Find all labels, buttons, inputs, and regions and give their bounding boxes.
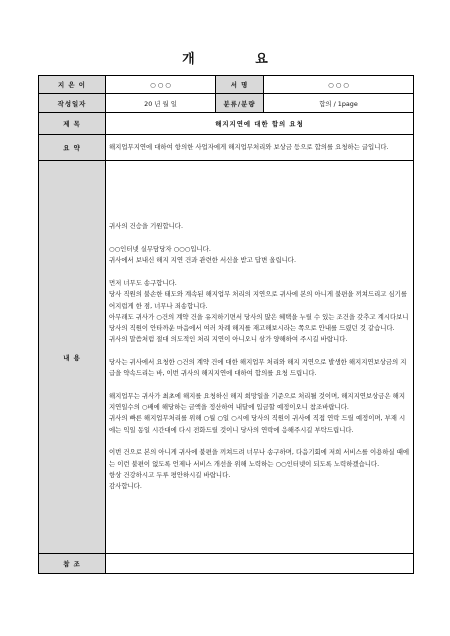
subject-value: 해지지연에 대한 합의 요청 xyxy=(106,113,414,135)
author-row xyxy=(39,76,414,94)
summary-text: 해지업무지연에 대하여 항의한 사업자에게 해지업무처리와 보상금 등으로 합의를 요청하는 글입니다. xyxy=(106,135,414,161)
author-value: ○ ○ ○ xyxy=(106,76,216,94)
reference-value xyxy=(106,554,414,574)
date-value: 20 년 월 일 xyxy=(106,94,216,113)
summary-form-table xyxy=(38,75,414,574)
content-body xyxy=(106,161,414,554)
page-title: 개 요 xyxy=(182,52,296,67)
content-paragraph: 해지업무는 귀사가 최초에 해지를 요청하신 해지 희망일을 기준으로 처리될 것이며, 해지지연보상금은 해지지연일수의 ○배에 해당하는 금액을 정산하여 내달에 입금할 예정이오니 참조바랍니다. xyxy=(109,391,406,412)
summary-label: 요 약 xyxy=(39,135,106,161)
content-paragraph: 귀사의 말씀처럼 절대 의도적인 처리 지연이 아니오니 삼가 양해하여 주시길 바랍니다. xyxy=(109,335,348,344)
content-paragraph: 당사 직원의 불손한 태도와 계속된 해지업무 처리의 지연으로 귀사에 본의 아니게 불편을 끼쳐드리고 심기를 어지럽게 한 점, 너무나 죄송합니다. xyxy=(109,290,408,310)
signature-value: ○ ○ ○ xyxy=(264,76,414,94)
content-row xyxy=(39,161,414,554)
date-label: 작성일자 xyxy=(39,94,106,113)
paragraph-gap xyxy=(109,346,410,357)
content-paragraph: 아무래도 귀사가 ○건의 계약 건을 유지하기면서 당사의 많은 혜택을 누릴 수 있는 조건을 갖추고 계시다보니 당사의 직원이 안타까운 마음에서 여러 차례 해지를 재고해보시라는 쪽으로 안내를 드렸던 것 같습니다. xyxy=(109,312,409,333)
content-paragraph: 이번 건으로 본의 아니게 귀사에 불편을 끼쳐드려 너무나 송구하며, 다음기회에 저희 서비스를 이용하실 때에는 이런 불편이 없도록 언제나 서비스 개선을 위해 노력하는 ○○인터넷이 되도록 노력하겠습니다. xyxy=(109,448,410,468)
content-paragraph: 항상 건강하시고 두루 평안하시길 바랍니다. xyxy=(109,470,231,479)
subject-row xyxy=(39,113,414,135)
content-paragraph: 귀사에서 보내신 해지 지연 건과 관련한 서신을 받고 답변 올립니다. xyxy=(109,256,296,265)
subject-label: 제 목 xyxy=(39,113,106,135)
content-paragraph: ○○인터넷 실무담당자 ○○○입니다. xyxy=(109,245,211,254)
author-label: 지 은 이 xyxy=(39,76,106,94)
content-paragraph: 귀사의 건승을 기원합니다. xyxy=(109,222,184,231)
paragraph-gap xyxy=(109,267,410,278)
content-paragraph: 당사는 귀사에서 요청한 ○건의 계약 건에 대한 해지업무 처리와 해지 지연으로 발생한 해지지연보상금의 지급을 약속드리는 바, 이번 귀사의 해지지연에 대하여 합의를 요청 드립니다. xyxy=(109,358,407,378)
content-paragraph: 먼저 너무도 송구합니다. xyxy=(109,278,177,287)
content-paragraph: 감사합니다. xyxy=(109,482,142,491)
reference-row xyxy=(39,554,414,574)
content-paragraph: 귀사의 빠른 해지업무처리를 위해 ○월 ○일 ○시에 당사의 직원이 귀사에 직접 연락 드릴 예정이며, 부재 시에는 익일 동일 시간대에 다시 전화드릴 것이니 당사의 연락에 응해주시길 부탁드립니다. xyxy=(109,414,406,434)
category-label: 분류/분량 xyxy=(216,94,264,113)
signature-label: 서 명 xyxy=(216,76,264,94)
paragraph-gap xyxy=(109,436,410,447)
paragraph-gap xyxy=(109,380,410,391)
date-row xyxy=(39,94,414,113)
paragraph-gap xyxy=(109,233,410,244)
content-label: 내 용 xyxy=(39,161,106,554)
category-value: 합의 / 1page xyxy=(264,94,414,113)
summary-row xyxy=(39,135,414,161)
reference-label: 참 조 xyxy=(39,554,106,574)
